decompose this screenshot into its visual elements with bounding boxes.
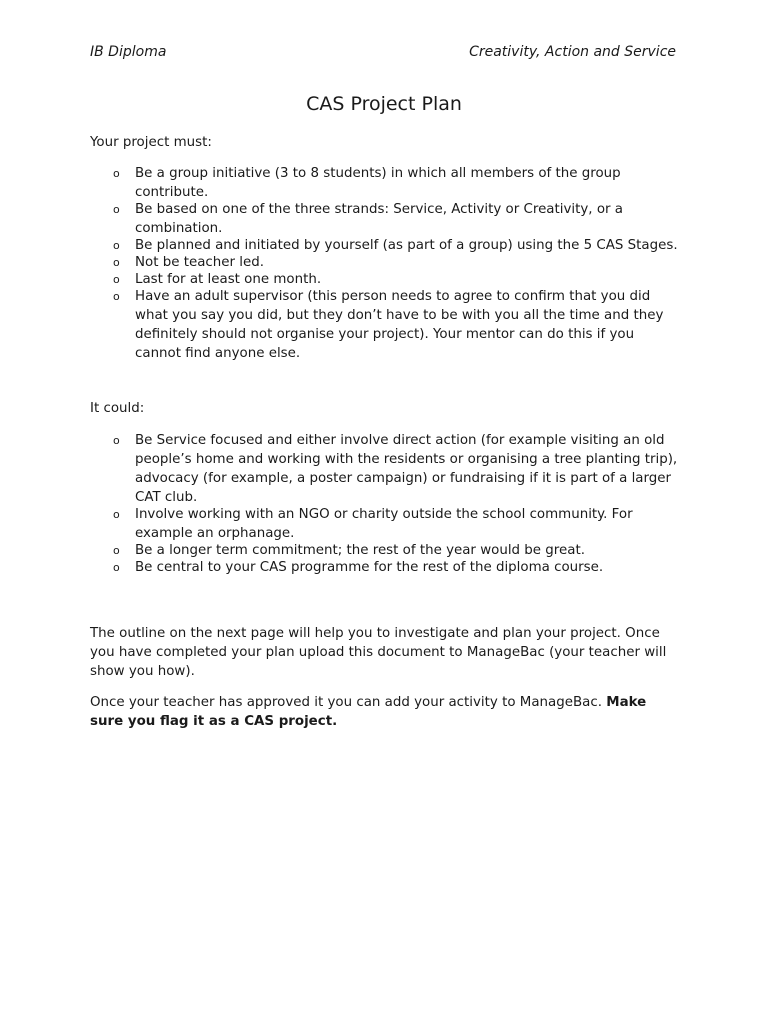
list-item: [90, 505, 680, 543]
page-title: CAS Project Plan: [306, 93, 462, 115]
bullet-icon: o: [113, 273, 120, 286]
bullet-icon: o: [113, 239, 120, 252]
list-item-text: Be Service focused and either involve direct action (for example visiting an old people’s home and working with the residents or organising a tree planting trip), advocacy (for example, a poster campaign) or fundraising if it is part of a larger CAT club.: [135, 433, 678, 505]
list-item: [90, 287, 680, 363]
list-item-text: Have an adult supervisor (this person needs to agree to confirm that you did what you say you did, but they don’t have to be with you all the time and they definitely should not organise your project). Your mentor can do this if you cannot find anyone else.: [135, 289, 664, 361]
header-right: Creativity, Action and Service: [469, 44, 676, 60]
list-item-text: Be based on one of the three strands: Service, Activity or Creativity, or a combination.: [135, 202, 623, 236]
approval-emphasis: Make sure you flag it as a CAS project.: [90, 695, 647, 729]
bullet-icon: o: [113, 203, 120, 216]
list-item-text: Be a longer term commitment; the rest of the year would be great.: [135, 543, 585, 558]
header-left: IB Diploma: [90, 44, 167, 60]
list-item-text: Be central to your CAS programme for the rest of the diploma course.: [135, 560, 604, 575]
list-item-text: Last for at least one month.: [135, 272, 322, 287]
list-item: [90, 164, 680, 202]
list-item-text: Involve working with an NGO or charity outside the school community. For example an orphanage.: [135, 507, 633, 541]
list-item: [90, 431, 680, 507]
bullet-icon: o: [113, 434, 120, 447]
list-item-text: Be planned and initiated by yourself (as part of a group) using the 5 CAS Stages.: [135, 238, 678, 253]
bullet-icon: o: [113, 561, 120, 574]
bullet-icon: o: [113, 290, 120, 303]
page-header: [90, 44, 676, 60]
list-item: [90, 558, 680, 577]
approval-paragraph: [90, 693, 680, 731]
intro-text: Your project must:: [90, 135, 212, 150]
could-intro-text: It could:: [90, 401, 145, 416]
bullet-icon: o: [113, 544, 120, 557]
list-item: [90, 200, 680, 238]
bullet-icon: o: [113, 508, 120, 521]
list-item-text: Not be teacher led.: [135, 255, 264, 270]
list-item-text: Be a group initiative (3 to 8 students) in which all members of the group contribute.: [135, 166, 621, 200]
approval-text: Once your teacher has approved it you can add your activity to ManageBac.: [90, 695, 602, 710]
bullet-icon: o: [113, 167, 120, 180]
outline-paragraph: The outline on the next page will help you to investigate and plan your project. Once you have completed your plan upload this document to ManageBac (your teacher will show you how).: [90, 626, 667, 679]
could-list: [90, 431, 680, 575]
must-list: [90, 164, 680, 361]
bullet-icon: o: [113, 256, 120, 269]
